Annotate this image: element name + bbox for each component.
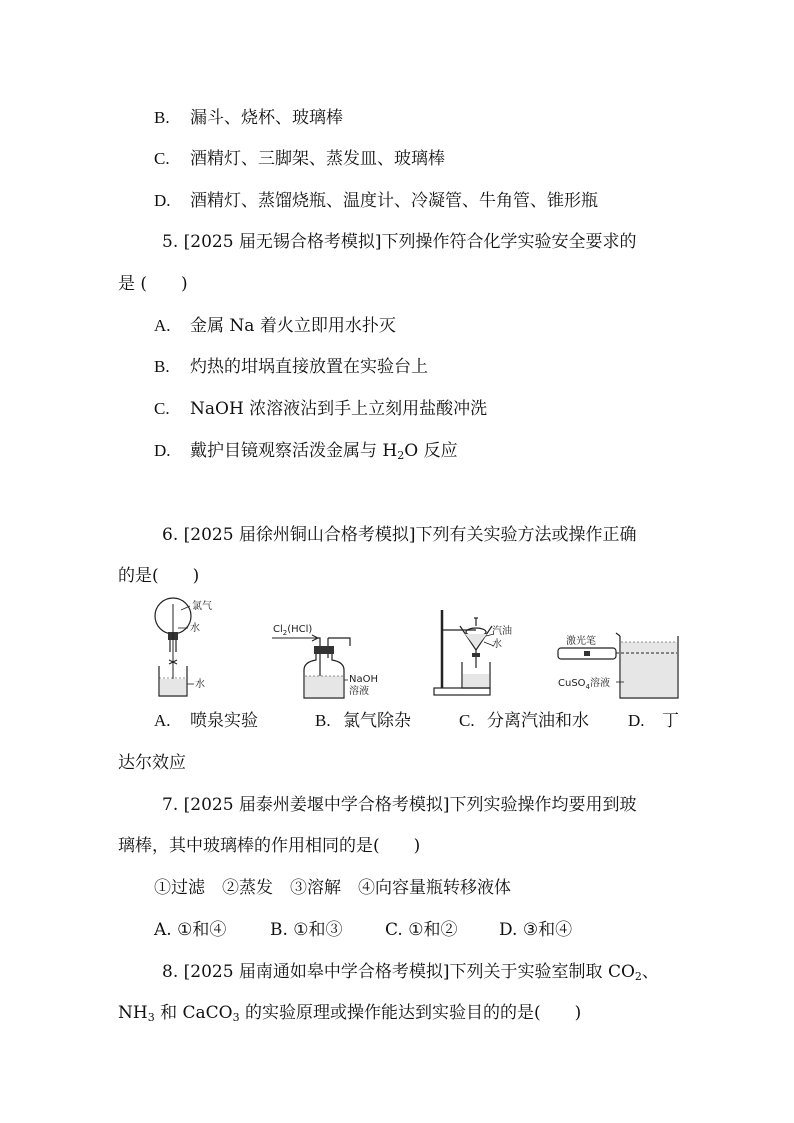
q5-option-b (154, 355, 428, 379)
option-text: 氯气除杂 (343, 711, 411, 731)
q8-stem-text: NH (118, 1003, 148, 1023)
q7-option-b: B. ①和③ (270, 920, 343, 940)
figure-fountain-experiment (150, 594, 220, 702)
q4-option-c (154, 147, 445, 171)
q5-stem-line2: 是 ( ) (118, 274, 188, 294)
label-water-bottom: 水 (195, 679, 205, 690)
option-text: 喷泉实验 (190, 711, 258, 731)
option-text: NaOH 浓溶液沾到手上立刻用盐酸冲洗 (190, 399, 488, 419)
caption-a (154, 709, 258, 733)
option-letter: C. (154, 149, 170, 168)
q8-stem-line2 (118, 1001, 581, 1025)
subscript: 3 (147, 1011, 155, 1024)
q7-stem-line2: 璃棒，其中玻璃棒的作用相同的是( ) (118, 836, 421, 856)
q5-option-a (154, 314, 396, 338)
subscript: 2 (634, 970, 642, 983)
q7-option-d: D. ③和④ (499, 920, 573, 940)
caption-b (315, 709, 411, 733)
label-water-top: 水 (190, 623, 200, 634)
figure-separatory-funnel (432, 606, 512, 698)
option-text: 戴护目镜观察活泼金属与 H (190, 441, 398, 461)
option-letter: D. (154, 441, 171, 460)
q8-stem-text: 、 (641, 962, 659, 982)
label-gas: 氯气 (192, 601, 212, 612)
figure-tyndall-effect (554, 632, 684, 702)
option-text: 丁 (662, 711, 679, 731)
caption-d-continued: 达尔效应 (118, 753, 186, 773)
option-letter: B. (154, 357, 170, 376)
q7-option-a: A. ①和④ (154, 920, 227, 940)
label-cuso4-solution: CuSO$_4$溶液 (558, 678, 611, 691)
option-text: 酒精灯、蒸馏烧瓶、温度计、冷凝管、牛角管、锥形瓶 (190, 191, 598, 211)
option-letter: D. (154, 191, 171, 210)
label-naoh: NaOH (349, 674, 378, 685)
option-text: 酒精灯、三脚架、蒸发皿、玻璃棒 (190, 149, 445, 169)
q6-stem-line1: 6. [2025 届徐州铜山合格考模拟]下列有关实验方法或操作正确 (162, 525, 637, 545)
q4-option-b (154, 106, 343, 130)
figure-gas-washing-bottle (270, 618, 385, 702)
q7-stem-line1: 7. [2025 届泰州姜堰中学合格考模拟]下列实验操作均要用到玻 (162, 795, 637, 815)
caption-c (459, 709, 589, 733)
option-text: 漏斗、烧杯、玻璃棒 (190, 108, 343, 128)
option-text: O 反应 (404, 441, 458, 461)
label-solution: 溶液 (349, 686, 369, 697)
option-letter: A. (154, 316, 171, 335)
caption-d (628, 709, 679, 733)
q8-stem-text: 和 CaCO (154, 1003, 233, 1023)
option-text: 金属 Na 着火立即用水扑灭 (190, 316, 396, 336)
q8-stem-text: 8. [2025 届南通如皋中学合格考模拟]下列关于实验室制取 CO (162, 962, 635, 982)
label-laser-pen: 激光笔 (566, 636, 596, 647)
option-text: 分离汽油和水 (487, 711, 589, 731)
label-water: 水 (492, 639, 502, 650)
q4-option-d (154, 189, 598, 213)
option-letter: B. (154, 108, 170, 127)
q8-stem-line1 (162, 960, 659, 984)
option-letter: B. (315, 711, 331, 730)
q7-items: ①过滤 ②蒸发 ③溶解 ④向容量瓶转移液体 (154, 878, 511, 898)
q5-stem-line1: 5. [2025 届无锡合格考模拟]下列操作符合化学实验安全要求的 (162, 232, 637, 252)
q7-option-c: C. ①和② (385, 920, 458, 940)
option-letter: C. (459, 711, 475, 730)
option-text: 灼热的坩埚直接放置在实验台上 (190, 357, 428, 377)
option-letter: C. (154, 399, 170, 418)
q5-option-d (154, 439, 458, 463)
option-letter: A. (154, 711, 171, 730)
q5-option-c (154, 397, 487, 421)
option-letter: D. (628, 711, 645, 730)
label-gas-in: $Cl_2(HCl)$ (273, 624, 313, 637)
q8-stem-text: 的实验原理或操作能达到实验目的的是( ) (239, 1003, 582, 1023)
subscript: 2 (397, 449, 405, 462)
q6-stem-line2: 的是( ) (118, 566, 200, 586)
subscript: 3 (232, 1011, 240, 1024)
label-gasoline: 汽油 (492, 626, 512, 637)
